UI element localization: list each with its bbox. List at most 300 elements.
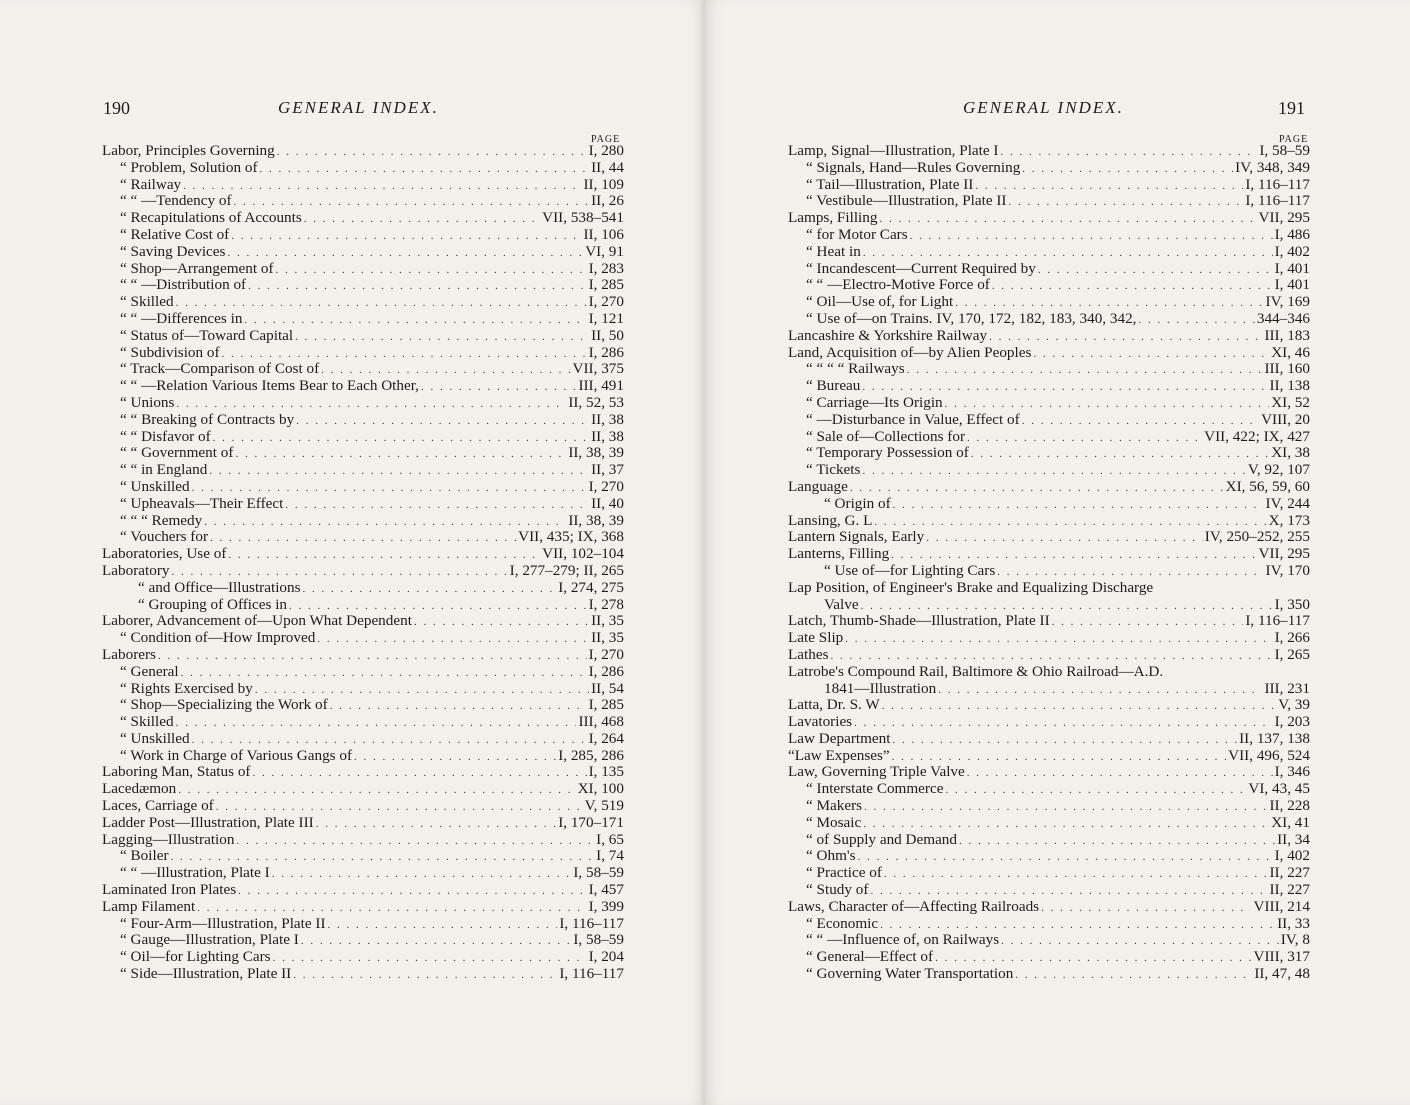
entry-heading: Law, Governing Triple Valve: [788, 763, 965, 781]
index-entry: [102, 916, 624, 933]
index-entry: [788, 160, 1310, 177]
index-entry: [788, 294, 1310, 311]
dot-leader: [276, 262, 587, 279]
entry-heading: “ Ohm's: [806, 847, 856, 865]
index-entry: [788, 647, 1310, 664]
index-entry: [102, 244, 624, 261]
page-number: 190: [103, 98, 130, 118]
entry-reference: VII, 295: [1258, 209, 1310, 227]
entry-reference: II, 38: [591, 410, 624, 428]
index-entry: [788, 445, 1310, 462]
dot-leader: [295, 329, 589, 346]
index-entry: [102, 345, 624, 362]
dot-leader: [992, 278, 1273, 295]
index-entry: [788, 479, 1310, 496]
page-number: 191: [1278, 98, 1305, 118]
index-entry: [102, 798, 624, 815]
index-entry: [788, 395, 1310, 412]
entry-heading: “ “ in England: [120, 461, 208, 479]
index-entry: [102, 529, 624, 546]
entry-heading: “ Practice of: [806, 864, 882, 882]
entry-reference: I, 203: [1274, 713, 1310, 731]
entry-heading: “ “ Breaking of Contracts by: [120, 410, 295, 428]
index-entry: [788, 865, 1310, 882]
index-entry: [102, 597, 624, 614]
entry-heading: “ Grouping of Offices in: [138, 595, 288, 613]
entry-reference: I, 264: [588, 729, 624, 747]
index-entry: [788, 899, 1310, 916]
dot-leader: [231, 228, 581, 245]
entry-heading: “ Use of—for Lighting Cars: [824, 561, 996, 579]
index-entry: [102, 395, 624, 412]
entry-reference: XI, 41: [1271, 813, 1310, 831]
entry-heading: “ Use of—on Trains. IV, 170, 172, 182, 183, 340, 342,: [806, 309, 1137, 327]
index-entry: [788, 798, 1310, 815]
index-entry: [102, 865, 624, 882]
entry-heading: “ “ —Illustration, Plate I: [120, 864, 270, 882]
entry-reference: II, 38, 39: [568, 444, 624, 462]
entry-reference: XI, 52: [1271, 393, 1310, 411]
index-entry: [788, 932, 1310, 949]
entry-reference: II, 38, 39: [568, 511, 624, 529]
entry-heading: “ Unions: [120, 393, 175, 411]
entry-reference: III, 160: [1264, 360, 1310, 378]
index-entry: [102, 882, 624, 899]
index-entry: [102, 445, 624, 462]
entry-reference: XI, 46: [1271, 343, 1310, 361]
entry-heading: “ Temporary Possession of: [806, 444, 969, 462]
entry-reference: I, 116–117: [1245, 192, 1310, 210]
dot-leader: [910, 228, 1273, 245]
dot-leader: [296, 413, 589, 430]
dot-leader: [945, 782, 1246, 799]
dot-leader: [879, 211, 1256, 228]
entry-heading: “ Track—Comparison of Cost of: [120, 360, 320, 378]
entry-reference: VI, 91: [585, 242, 624, 260]
index-entry: [102, 546, 624, 563]
entry-heading: Laboratories, Use of: [102, 545, 227, 563]
entry-reference: III, 183: [1264, 326, 1310, 344]
index-entry: [102, 815, 624, 832]
index-entry: [788, 714, 1310, 731]
entry-heading: “ Recapitulations of Accounts: [120, 209, 302, 227]
entry-heading: “ —Disturbance in Value, Effect of: [806, 410, 1020, 428]
index-entry: [788, 731, 1310, 748]
index-entry: [102, 848, 624, 865]
entry-heading: “ “ “ Remedy: [120, 511, 203, 529]
entry-reference: I, 121: [588, 309, 624, 327]
entry-reference: I, 58–59: [573, 931, 624, 949]
dot-leader: [248, 278, 586, 295]
entry-reference: V, 519: [584, 797, 624, 815]
index-entry: [788, 412, 1310, 429]
index-entry: [788, 210, 1310, 227]
dot-leader: [1022, 161, 1233, 178]
dot-leader: [882, 698, 1277, 715]
dot-leader: [967, 430, 1202, 447]
entry-reference: I, 277–279; II, 265: [509, 561, 624, 579]
entry-heading: “ “ —Electro-Motive Force of: [806, 276, 990, 294]
entry-heading: “ Status of—Toward Capital: [120, 326, 294, 344]
entry-heading: Language: [788, 477, 848, 495]
entry-heading: “ Subdivision of: [120, 343, 220, 361]
entry-heading: “ Shop—Specializing the Work of: [120, 696, 328, 714]
index-entry: [102, 580, 624, 597]
dot-leader: [1015, 967, 1252, 984]
entry-reference: I, 170–171: [558, 813, 624, 831]
entry-heading: “ Tail—Illustration, Plate II: [806, 175, 974, 193]
dot-leader: [854, 715, 1272, 732]
dot-leader: [301, 933, 572, 950]
entry-reference: VII, 496, 524: [1228, 746, 1310, 764]
entry-reference: I, 65: [596, 830, 624, 848]
entry-heading: “ Vestibule—Illustration, Plate II: [806, 192, 1007, 210]
entry-heading: Latta, Dr. S. W: [788, 696, 880, 714]
entry-reference: XI, 56, 59, 60: [1225, 477, 1310, 495]
entry-heading: “ Governing Water Transportation: [806, 965, 1014, 983]
entry-reference: XI, 100: [577, 780, 624, 798]
entry-reference: II, 227: [1269, 864, 1310, 882]
dot-leader: [260, 161, 590, 178]
index-entry: [788, 563, 1310, 580]
entry-reference: I, 274, 275: [558, 578, 624, 596]
entry-reference: I, 116–117: [1245, 175, 1310, 193]
right-page: [705, 0, 1410, 1105]
entry-heading: “ Shop—Arrangement of: [120, 259, 274, 277]
dot-leader: [252, 765, 586, 782]
entry-reference: I, 286: [588, 343, 624, 361]
dot-leader: [907, 362, 1263, 379]
dot-leader: [304, 211, 540, 228]
entry-reference: I, 283: [588, 259, 624, 277]
entry-reference: V, 92, 107: [1247, 461, 1310, 479]
entry-heading: Lanterns, Filling: [788, 545, 890, 563]
entry-heading: “ Economic: [806, 914, 879, 932]
entry-reference: I, 399: [588, 897, 624, 915]
entry-heading: “ Skilled: [120, 713, 174, 731]
index-entry: [102, 143, 624, 160]
index-entry: [102, 227, 624, 244]
dot-leader: [892, 732, 1237, 749]
entry-heading: “ Interstate Commerce: [806, 780, 944, 798]
entry-heading: Lamp, Signal—Illustration, Plate I: [788, 142, 999, 159]
dot-leader: [293, 967, 557, 984]
entry-heading: “Law Expenses”: [788, 746, 890, 764]
index-entry: [788, 546, 1310, 563]
entry-reference: I, 58–59: [573, 864, 624, 882]
dot-leader: [272, 866, 572, 883]
index-entry: [102, 630, 624, 647]
entry-reference: II, 33: [1277, 914, 1310, 932]
index-entry: [102, 328, 624, 345]
entry-heading: Laces, Carriage of: [102, 797, 214, 815]
index-entry: [102, 294, 624, 311]
index-entry: [788, 513, 1310, 530]
entry-heading: Late Slip: [788, 629, 844, 647]
index-entry: [102, 966, 624, 983]
entry-reference: II, 54: [591, 679, 624, 697]
index-entry: [102, 361, 624, 378]
entry-reference: II, 50: [591, 326, 624, 344]
dot-leader: [845, 631, 1272, 648]
entry-reference: II, 37: [591, 461, 624, 479]
index-entry: [788, 361, 1310, 378]
dot-leader: [864, 799, 1267, 816]
index-entry: [102, 764, 624, 781]
entry-reference: II, 138: [1269, 377, 1310, 395]
dot-leader: [181, 665, 587, 682]
entry-reference: I, 280: [588, 142, 624, 159]
index-entry: [788, 781, 1310, 798]
index-entry: [788, 462, 1310, 479]
entry-reference: I, 58–59: [1259, 142, 1310, 159]
dot-leader: [884, 866, 1268, 883]
entry-reference: VII, 102–104: [542, 545, 624, 563]
entry-heading: “ Side—Illustration, Plate II: [120, 965, 292, 983]
page-column-label: PAGE: [1279, 134, 1309, 145]
index-entry: [788, 681, 1310, 698]
entry-heading: Law Department: [788, 729, 891, 747]
entry-heading: Lathes: [788, 645, 829, 663]
index-entry: [788, 815, 1310, 832]
index-entry: [788, 177, 1310, 194]
entry-reference: II, 34: [1277, 830, 1310, 848]
dot-leader: [862, 463, 1245, 480]
index-entry: [788, 916, 1310, 933]
index-entry: [102, 647, 624, 664]
dot-leader: [1033, 346, 1269, 363]
index-entry: [102, 781, 624, 798]
dot-leader: [285, 497, 589, 514]
entry-reference: IV, 170: [1265, 561, 1310, 579]
entry-reference: I, 116–117: [559, 965, 624, 983]
entry-reference: I, 401: [1274, 276, 1310, 294]
entry-heading: “ Bureau: [806, 377, 861, 395]
entry-heading: Laminated Iron Plates: [102, 881, 237, 899]
index-entry: [788, 261, 1310, 278]
entry-heading: Valve: [824, 595, 859, 613]
entry-reference: II, 26: [591, 192, 624, 210]
index-entry: [788, 613, 1310, 630]
entry-reference: II, 227: [1269, 881, 1310, 899]
dot-leader: [893, 497, 1264, 514]
entry-reference: III, 231: [1264, 679, 1310, 697]
index-entry: [788, 697, 1310, 714]
dot-leader: [317, 631, 589, 648]
running-head: GENERAL INDEX.: [963, 98, 1124, 117]
entry-heading: Laws, Character of—Affecting Railroads: [788, 897, 1040, 915]
entry-heading: “ “ —Differences in: [120, 309, 243, 327]
dot-leader: [235, 446, 566, 463]
index-entry: [102, 513, 624, 530]
index-entry: [788, 848, 1310, 865]
entry-heading: Laboring Man, Status of: [102, 763, 251, 781]
dot-leader: [1001, 933, 1279, 950]
entry-heading: “ “ —Relation Various Items Bear to Each Other,: [120, 377, 419, 395]
index-entry: [788, 277, 1310, 294]
entry-heading: “ “ Government of: [120, 444, 234, 462]
dot-leader: [421, 379, 576, 396]
entry-reference: I, 286: [588, 662, 624, 680]
entry-reference: III, 491: [578, 377, 624, 395]
index-entry: [788, 949, 1310, 966]
dot-leader: [330, 698, 587, 715]
entry-reference: VII, 435; IX, 368: [518, 528, 624, 546]
index-entry: [102, 193, 624, 210]
dot-leader: [178, 782, 575, 799]
entry-heading: “ “ “ “ Railways: [806, 360, 905, 378]
entry-heading: “ Incandescent—Current Required by: [806, 259, 1036, 277]
dot-leader: [850, 480, 1224, 497]
dot-leader: [1052, 614, 1244, 631]
index-entry: [788, 882, 1310, 899]
index-entry: [102, 949, 624, 966]
entry-heading: Ladder Post—Illustration, Plate III: [102, 813, 314, 831]
index-entry: [788, 496, 1310, 513]
entry-heading: “ and Office—Illustrations: [138, 578, 301, 596]
index-entry: [102, 429, 624, 446]
index-entry: [788, 143, 1310, 160]
index-entry: [102, 311, 624, 328]
dot-leader: [971, 446, 1269, 463]
page-column-label: PAGE: [591, 134, 621, 145]
dot-leader: [228, 547, 540, 564]
entry-reference: II, 35: [591, 612, 624, 630]
entry-heading: Laborer, Advancement of—Upon What Dependent: [102, 612, 412, 630]
entry-heading: “ General: [120, 662, 179, 680]
entry-reference: I, 266: [1274, 629, 1310, 647]
dot-leader: [176, 715, 577, 732]
dot-leader: [1138, 312, 1254, 329]
index-entry: [788, 580, 1310, 597]
index-entry: [102, 261, 624, 278]
entry-reference: IV, 250–252, 255: [1204, 528, 1310, 546]
index-entry: [102, 748, 624, 765]
dot-leader: [183, 178, 581, 195]
entry-reference: VIII, 317: [1253, 948, 1310, 966]
index-entry: [102, 479, 624, 496]
index-entry: [102, 899, 624, 916]
entry-reference: IV, 169: [1265, 293, 1310, 311]
entry-heading: 1841—Illustration: [824, 679, 937, 697]
entry-reference: II, 40: [591, 494, 624, 512]
entry-reference: II, 52, 53: [568, 393, 624, 411]
entry-heading: “ for Motor Cars: [806, 225, 908, 243]
dot-leader: [354, 749, 556, 766]
entry-heading: “ “ —Tendency of: [120, 192, 232, 210]
entry-heading: Lamp Filament: [102, 897, 196, 915]
entry-heading: “ Tickets: [806, 461, 861, 479]
dot-leader: [209, 463, 589, 480]
entry-reference: I, 401: [1274, 259, 1310, 277]
dot-leader: [277, 144, 587, 161]
entry-heading: “ Origin of: [824, 494, 891, 512]
index-entry: [102, 832, 624, 849]
entry-reference: I, 285: [588, 276, 624, 294]
entry-reference: I, 74: [596, 847, 624, 865]
entry-reference: IV, 8: [1280, 931, 1310, 949]
entry-heading: Land, Acquisition of—by Alien Peoples: [788, 343, 1032, 361]
dot-leader: [244, 312, 586, 329]
entry-heading: “ Four-Arm—Illustration, Plate II: [120, 914, 326, 932]
entry-heading: Lacedæmon: [102, 780, 177, 798]
entry-reference: VII, 295: [1258, 545, 1310, 563]
entry-heading: “ Boiler: [120, 847, 169, 865]
dot-leader: [227, 245, 583, 262]
entry-heading: “ Problem, Solution of: [120, 158, 258, 176]
entry-reference: III, 468: [578, 713, 624, 731]
entry-reference: VII, 538–541: [542, 209, 624, 227]
dot-leader: [975, 178, 1243, 195]
dot-leader: [938, 682, 1262, 699]
index-entry: [788, 227, 1310, 244]
entry-heading: “ Work in Charge of Various Gangs of: [120, 746, 353, 764]
index-entry: [102, 563, 624, 580]
index-entry: [102, 613, 624, 630]
entry-reference: I, 350: [1274, 595, 1310, 613]
entry-reference: II, 47, 48: [1254, 965, 1310, 983]
entry-heading: Lap Position, of Engineer's Brake and Equalizing Discharge: [788, 578, 1154, 596]
entry-heading: “ “ —Distribution of: [120, 276, 247, 294]
index-entry: [788, 832, 1310, 849]
entry-heading: “ Oil—Use of, for Light: [806, 293, 954, 311]
entry-reference: II, 106: [583, 225, 624, 243]
entry-reference: II, 228: [1269, 797, 1310, 815]
index-entry: [788, 966, 1310, 983]
entry-reference: VI, 43, 45: [1248, 780, 1310, 798]
index-entry: [102, 210, 624, 227]
dot-leader: [204, 514, 566, 531]
entry-reference: X, 173: [1268, 511, 1310, 529]
index-entry: [788, 244, 1310, 261]
index-entry: [102, 714, 624, 731]
entry-heading: “ Upheavals—Their Effect: [120, 494, 284, 512]
dot-leader: [236, 833, 594, 850]
entry-heading: Lamps, Filling: [788, 209, 878, 227]
entry-reference: I, 402: [1274, 847, 1310, 865]
index-entry: [102, 731, 624, 748]
entry-reference: VII, 375: [572, 360, 624, 378]
entry-reference: VII, 422; IX, 427: [1204, 427, 1310, 445]
entry-heading: “ Vouchers for: [120, 528, 209, 546]
entry-reference: I, 486: [1274, 225, 1310, 243]
entry-heading: “ Sale of—Collections for: [806, 427, 966, 445]
entry-heading: “ Railway: [120, 175, 182, 193]
entry-heading: Lagging—Illustration: [102, 830, 235, 848]
index-entry: [102, 697, 624, 714]
dot-leader: [1000, 144, 1257, 161]
entry-reference: I, 457: [588, 881, 624, 899]
index-entry: [788, 597, 1310, 614]
index-entry: [788, 630, 1310, 647]
entry-reference: II, 44: [591, 158, 624, 176]
index-entry: [788, 328, 1310, 345]
dot-leader: [858, 849, 1273, 866]
entry-heading: “ Gauge—Illustration, Plate I: [120, 931, 299, 949]
dot-leader: [303, 581, 557, 598]
index-entry: [788, 429, 1310, 446]
entry-heading: “ “ —Influence of, on Railways: [806, 931, 1000, 949]
entry-heading: “ Rights Exercised by: [120, 679, 253, 697]
dot-leader: [213, 430, 589, 447]
entry-heading: “ Unskilled: [120, 477, 190, 495]
dot-leader: [926, 530, 1203, 547]
entry-heading: Lavatories: [788, 713, 853, 731]
entry-heading: “ Condition of—How Improved: [120, 629, 316, 647]
entry-reference: IV, 348, 349: [1235, 158, 1310, 176]
entry-reference: I, 265: [1274, 645, 1310, 663]
dot-leader: [328, 917, 558, 934]
